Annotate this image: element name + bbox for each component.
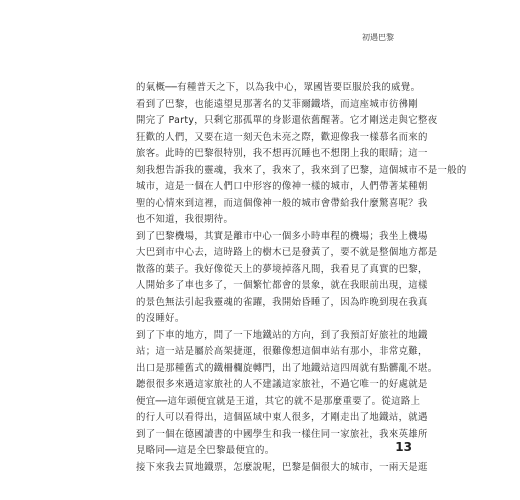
- text-line: 接下來我去買地鐵票，怎麼說呢，巴黎是個很大的城市，一兩天是逛: [136, 461, 428, 473]
- text-line: 出口是那種舊式的鐵柵欄旋轉門，出了地鐵站這四周就有點髒亂不堪。: [136, 362, 438, 374]
- running-header: 初遇巴黎: [362, 33, 394, 42]
- text-line: 也不知道，我很期待。: [136, 214, 234, 225]
- text-line: 刻我想告訴我的靈魂，我來了，我來了，我來到了巴黎，這個城市不是一般的: [136, 164, 467, 176]
- text-line: 看到了巴黎，也能遠望見那著名的艾菲爾鐵塔，而這座城市彷彿剛: [136, 98, 419, 110]
- text-line: 便宜──這年頭便宜就是王道，其它的就不是那麼重要了。從這路上: [136, 395, 421, 407]
- text-line: 聽很很多來過這家旅社的人不建議這家旅社，不過它唯一的好處就是: [136, 379, 428, 390]
- text-line: 狂歡的人們，又要在這一刻天色未亮之際，歡迎像我一樣慕名而來的: [136, 131, 428, 143]
- text-line: 見略同──這是全巴黎最便宜的。: [136, 445, 275, 456]
- text-line: 的沒睡好。: [136, 313, 185, 324]
- text-line: 的景色無法引起我靈魂的雀躍，我開始昏睡了，因為昨晚到現在我真: [136, 296, 428, 308]
- text-line: 的氣概──有種普天之下，以為我中心，眾國皆要臣服於我的威覺。: [136, 82, 421, 93]
- text-line: 旅客。此時的巴黎很特別，我不想再沉睡也不想閉上我的眼睛；這一: [136, 148, 428, 159]
- text-line: 到了下車的地方，問了一下地鐵站的方向，到了我預訂好旅社的地鐵: [136, 329, 428, 341]
- text-line: 站；這一站是屬於高架捷運，很難像想這個車站有那小，非常克難，: [136, 346, 428, 357]
- text-line: 聖的心情來到這裡，而這個像神一般的城市會帶給我什麼驚喜呢？我: [136, 197, 428, 209]
- text-line: 城市，這是一個在人們口中形容的像神一樣的城市，人們帶著某種朝: [136, 181, 428, 192]
- text-line: 的行人可以看得出，這個區域中東人很多，才剛走出了地鐵站，就遇: [136, 412, 428, 423]
- text-line: 大巴到市中心去，這時路上的樹木已是發黃了，要不就是整個地方都是: [136, 247, 438, 258]
- text-line: 到了一個在德國讀書的中國學生和我一樣住同一家旅社，我來英雄所: [136, 428, 428, 440]
- text-line: 散落的葉子。我好像從天上的夢境掉落凡間，我看見了真實的巴黎，: [136, 263, 428, 275]
- body-text: [136, 80, 467, 476]
- text-line: 到了巴黎機場，其實是離市中心一個多小時車程的機場；我坐上機場: [136, 230, 428, 242]
- page-number: 13: [395, 440, 412, 454]
- text-line: 人開始多了車也多了，一個繁忙都會的景象，就在我眼前出現，這樣: [136, 280, 428, 291]
- text-line: 開完了 Party，只剩它那孤單的身影還依舊醒著。它才剛送走與它整夜: [136, 115, 438, 126]
